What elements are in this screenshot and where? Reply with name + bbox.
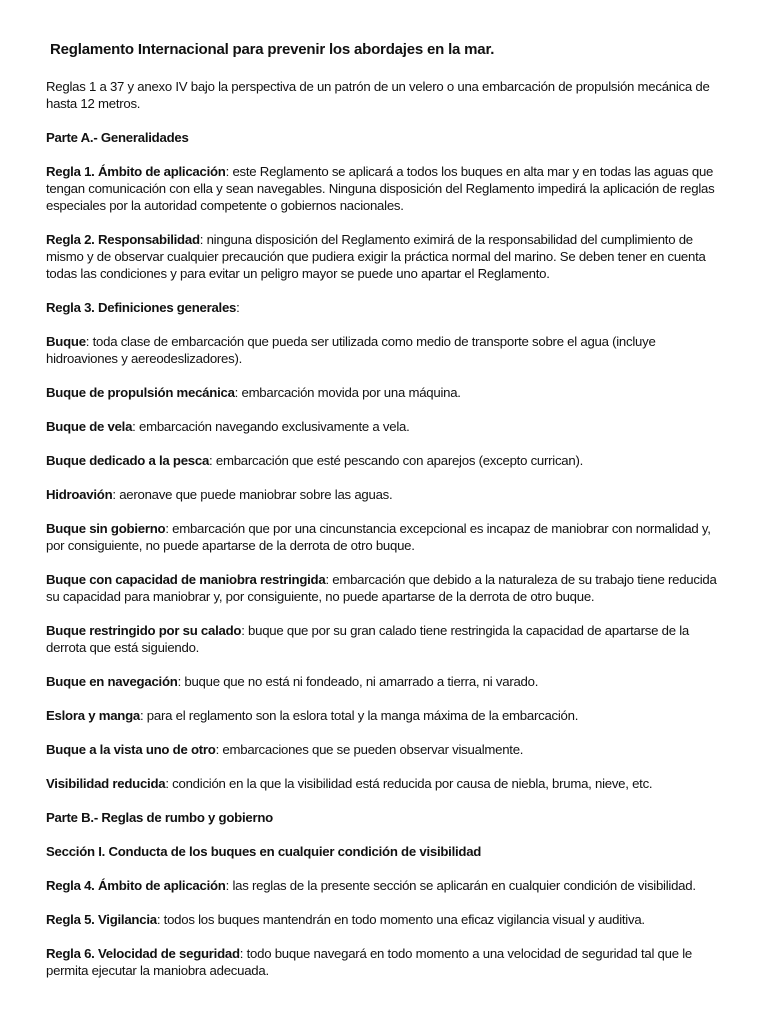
rule-6-paragraph bbox=[46, 945, 726, 979]
rule-term: Regla 1. Ámbito de aplicación bbox=[46, 164, 226, 179]
rule-5-paragraph bbox=[46, 911, 726, 928]
document-title: Reglamento Internacional para prevenir los abordajes en la mar. bbox=[50, 41, 495, 58]
part-a-heading: Parte A.- Generalidades bbox=[46, 130, 189, 145]
definition-term: Buque en navegación bbox=[46, 674, 178, 689]
definition-a-la-vista bbox=[46, 741, 726, 758]
rule-2-paragraph bbox=[46, 231, 726, 282]
rule-term: Regla 4. Ámbito de aplicación bbox=[46, 878, 226, 893]
rule-term: Regla 3. Definiciones generales bbox=[46, 300, 237, 315]
definition-text: : embarcación que esté pescando con aparejos (excepto currican). bbox=[209, 453, 584, 468]
rule-term: Regla 2. Responsabilidad bbox=[46, 232, 200, 247]
definition-buque bbox=[46, 333, 726, 367]
rule-term: Regla 5. Vigilancia bbox=[46, 912, 157, 927]
rule-text: : las reglas de la presente sección se aplicarán en cualquier condición de visibilidad. bbox=[225, 878, 696, 893]
rule-1-paragraph bbox=[46, 163, 726, 214]
section-1-heading: Sección I. Conducta de los buques en cualquier condición de visibilidad bbox=[46, 844, 482, 859]
definition-eslora-manga bbox=[46, 707, 726, 724]
rule-text: : todos los buques mantendrán en todo momento una eficaz vigilancia visual y auditiva. bbox=[156, 912, 645, 927]
definition-text: : buque que por su gran calado tiene restringida la capacidad de apartarse de la derrota que está siguiendo. bbox=[46, 623, 689, 655]
definition-term: Buque a la vista uno de otro bbox=[46, 742, 216, 757]
intro-paragraph: Reglas 1 a 37 y anexo IV bajo la perspectiva de un patrón de un velero o una embarcación de propulsión mecánica de hasta 12 metros. bbox=[46, 79, 710, 111]
definition-propulsion-mecanica bbox=[46, 384, 726, 401]
rule-4-paragraph bbox=[46, 877, 726, 894]
definition-term: Buque de vela bbox=[46, 419, 133, 434]
rule-text: : este Reglamento se aplicará a todos los buques en alta mar y en todas las aguas que tengan comunicación con ella y sean navegables. Ninguna disposición del Reglamento impedirá la aplicación de reglas especiales por la autoridad competente o gobiernos nacionales. bbox=[46, 164, 715, 213]
rule-text: : todo buque navegará en todo momento a una velocidad de seguridad tal que le permita ejecutar la maniobra adecuada. bbox=[46, 946, 692, 978]
document-page bbox=[46, 40, 726, 996]
definition-text: : embarcaciones que se pueden observar visualmente. bbox=[215, 742, 524, 757]
definition-term: Buque de propulsión mecánica bbox=[46, 385, 235, 400]
definition-term: Buque sin gobierno bbox=[46, 521, 166, 536]
definition-term: Buque restringido por su calado bbox=[46, 623, 242, 638]
definition-pesca bbox=[46, 452, 726, 469]
definition-text: : embarcación movida por una máquina. bbox=[234, 385, 461, 400]
definition-visibilidad-reducida bbox=[46, 775, 726, 792]
part-b-heading: Parte B.- Reglas de rumbo y gobierno bbox=[46, 810, 273, 825]
definition-text: : embarcación que debido a la naturaleza de su trabajo tiene reducida su capacidad para maniobrar y, por consiguiente, no puede apartarse de la derrota de otro buque. bbox=[46, 572, 717, 604]
definition-term: Hidroavión bbox=[46, 487, 113, 502]
definition-restringido-calado bbox=[46, 622, 726, 656]
definition-text: : para el reglamento son la eslora total y la manga máxima de la embarcación. bbox=[139, 708, 579, 723]
definition-buque-de-vela bbox=[46, 418, 726, 435]
definition-sin-gobierno bbox=[46, 520, 726, 554]
definition-hidroavion bbox=[46, 486, 726, 503]
definition-term: Buque con capacidad de maniobra restringida bbox=[46, 572, 326, 587]
definition-term: Buque dedicado a la pesca bbox=[46, 453, 210, 468]
definition-text: : embarcación navegando exclusivamente a vela. bbox=[132, 419, 410, 434]
definition-maniobra-restringida bbox=[46, 571, 726, 605]
definition-term: Visibilidad reducida bbox=[46, 776, 166, 791]
rule-3-paragraph bbox=[46, 299, 726, 316]
definition-term: Eslora y manga bbox=[46, 708, 140, 723]
rule-text: : ninguna disposición del Reglamento eximirá de la responsabilidad del cumplimiento de mismo y de observar cualquier precaución que pudiera exigir la práctica normal del marino. Se deben tener en cuenta todas las condiciones y para evitar un peligro mayor se puede uno apartar el Reglamento. bbox=[46, 232, 706, 281]
definition-text: : condición en la que la visibilidad está reducida por causa de niebla, bruma, nieve, etc. bbox=[165, 776, 653, 791]
definition-text: : embarcación que por una cincunstancia excepcional es incapaz de maniobrar con normalidad y, por consiguiente, no puede apartarse de la derrota de otro buque. bbox=[46, 521, 711, 553]
rule-text: : bbox=[236, 300, 240, 315]
definition-term: Buque bbox=[46, 334, 86, 349]
definition-text: : toda clase de embarcación que pueda ser utilizada como medio de transporte sobre el agua (incluye hidroaviones y aereodeslizadores). bbox=[46, 334, 656, 366]
definition-text: : buque que no está ni fondeado, ni amarrado a tierra, ni varado. bbox=[177, 674, 539, 689]
definition-en-navegacion bbox=[46, 673, 726, 690]
definition-text: : aeronave que puede maniobrar sobre las aguas. bbox=[112, 487, 393, 502]
rule-term: Regla 6. Velocidad de seguridad bbox=[46, 946, 240, 961]
